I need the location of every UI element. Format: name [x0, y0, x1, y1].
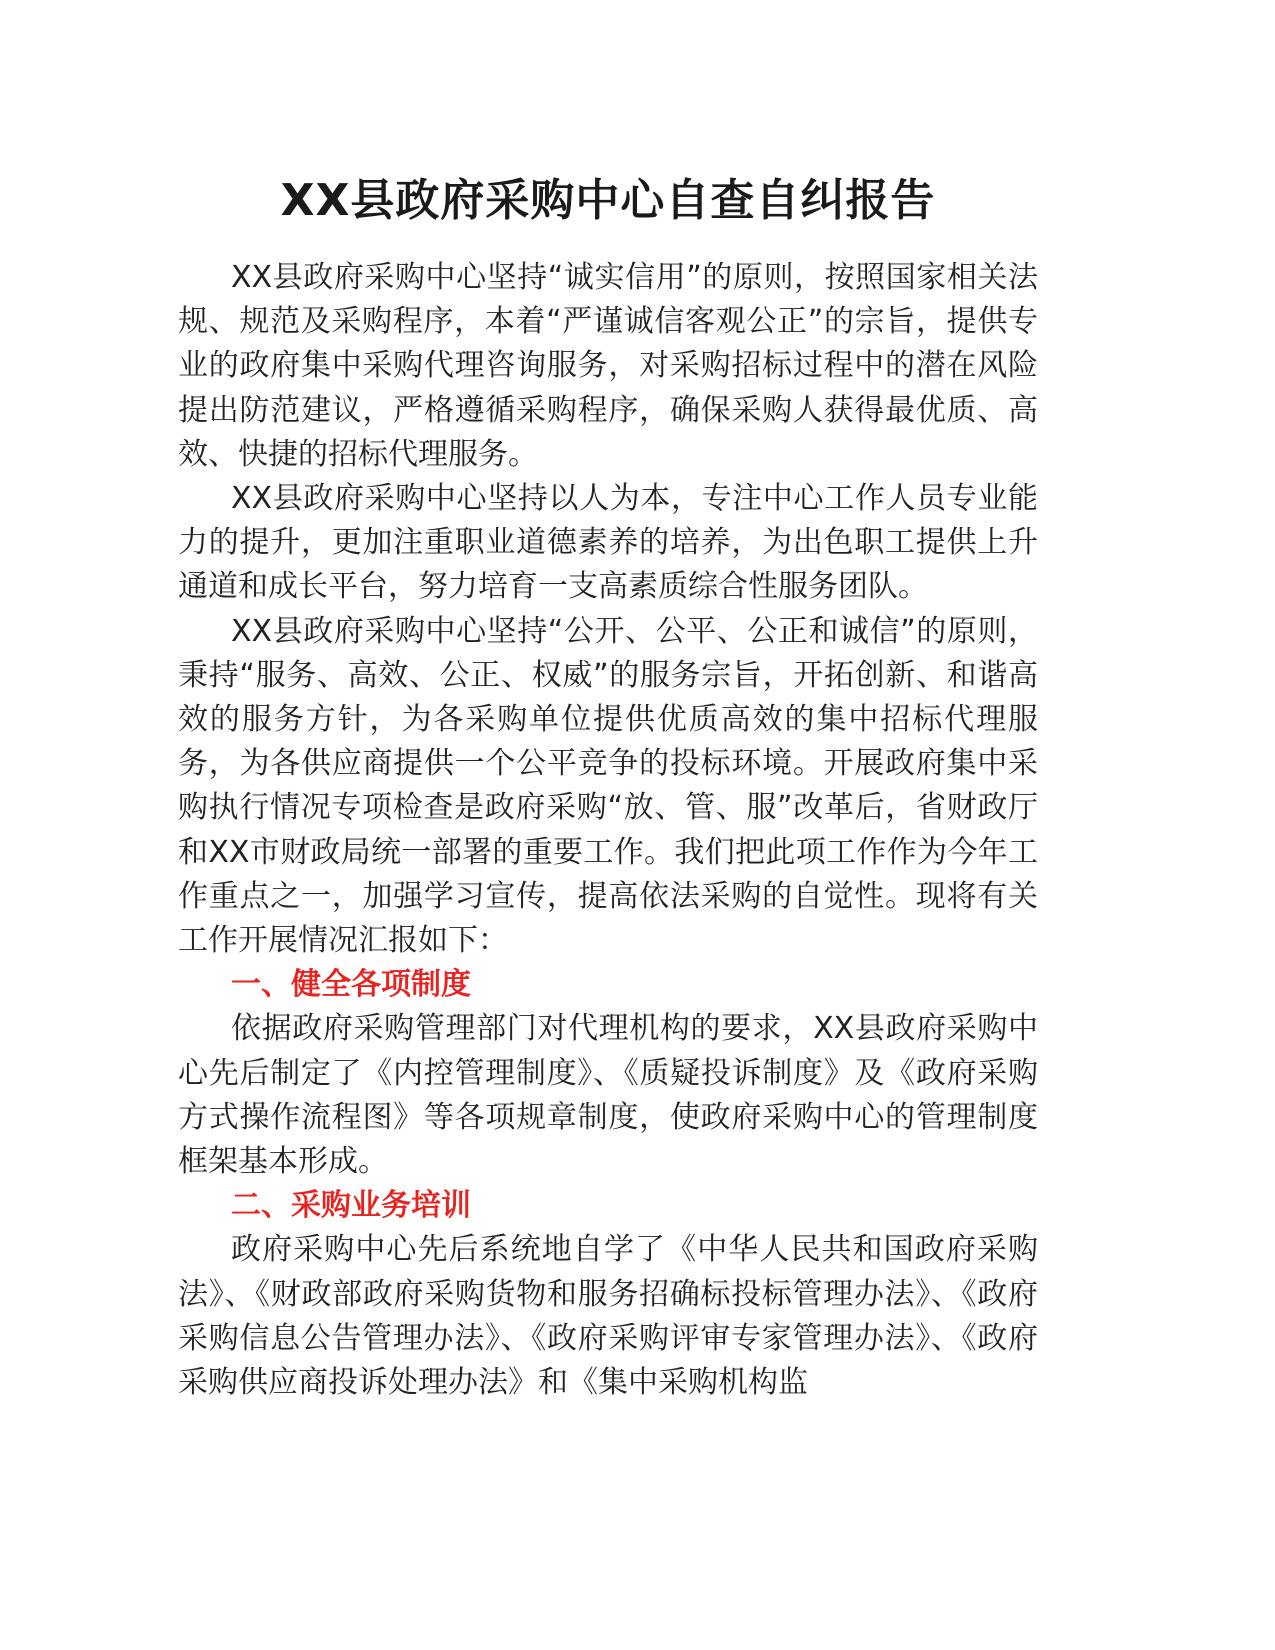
paragraph-principle: XX县政府采购中心坚持“诚实信用”的原则，按照国家相关法规、规范及采购程序，本着“严谨诚信客观公正”的宗旨，提供专业的政府集中采购代理咨询服务，对采购招标过程中的潜在风险提出防范建议，严格遵循采购程序，确保采购人获得最优质、高效、快捷的招标代理服务。 [178, 260, 1038, 472]
section-heading-systems: 一、健全各项制度 [231, 967, 471, 1003]
paragraph-systems: 依据政府采购管理部门对代理机构的要求，XX县政府采购中心先后制定了《内控管理制度》、《质疑投诉制度》及《政府采购方式操作流程图》等各项规章制度，使政府采购中心的管理制度框架基本形成。 [178, 1011, 1038, 1180]
section-heading-training: 二、采购业务培训 [231, 1188, 471, 1224]
paragraph-service: XX县政府采购中心坚持“公开、公平、公正和诚信”的原则，秉持“服务、高效、公正、权威”的服务宗旨，开拓创新、和谐高效的服务方针，为各采购单位提供优质高效的集中招标代理服务，为各供应商提供一个公平竞争的投标环境。开展政府集中采购执行情况专项检查是政府采购“放、管、服”改革后，省财政厅和XX市财政局统一部署的重要工作。我们把此项工作作为今年工作重点之一，加强学习宣传，提高依法采购的自觉性。现将有关工作开展情况汇报如下： [178, 613, 1038, 959]
paragraph-training: 政府采购中心先后系统地自学了《中华人民共和国政府采购法》、《财政部政府采购货物和服务招确标投标管理办法》、《政府采购信息公告管理办法》、《政府采购评审专家管理办法》、《政府采购供应商投诉处理办法》和《集中采购机构监 [178, 1232, 1038, 1401]
document-title: XX县政府采购中心自查自纠报告 [280, 175, 936, 226]
paragraph-people: XX县政府采购中心坚持以人为本，专注中心工作人员专业能力的提升，更加注重职业道德素养的培养，为出色职工提供上升通道和成长平台，努力培育一支高素质综合性服务团队。 [178, 481, 1038, 605]
document-body [178, 168, 1038, 1405]
